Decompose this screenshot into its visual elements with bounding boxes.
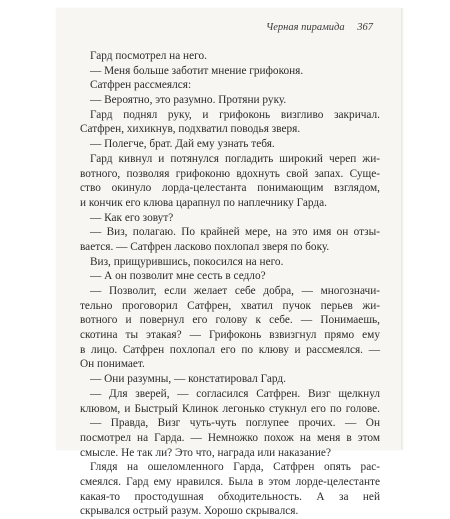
text-line: вотного и повернул его голову к себе. — Понимаешь, — [80, 314, 380, 327]
page-edge-shadow — [401, 8, 404, 450]
text-line: Глядя на ошеломленного Гарда, Сатфрен опять рас- — [90, 461, 380, 474]
text-line: вотного, позволяя грифоконю вдохнуть свой запах. Суще- — [80, 167, 380, 180]
text-line: смеялся. Гард ему нравился. Была в этом лорде-целестанте — [80, 475, 380, 488]
book-page — [56, 8, 401, 518]
text-line: и кончик его клюва царапнул по наплечнику Гарда. — [80, 196, 327, 209]
text-line: клювом, и Быстрый Клинок легонько стукнул его по голове. — [80, 402, 380, 415]
text-line: скотина ты этакая? — Грифоконь взвизгнул прямо ему — [80, 329, 380, 342]
text-line: какая-то простодушная обходительность. А за ней — [80, 490, 380, 503]
text-line: — Для зверей, — согласился Сатфрен. Визг щелкнул — [90, 387, 380, 400]
text-line: скрывался острый разум. Хорошо скрывался. — [80, 505, 299, 518]
text-line: в лицо. Сатфрен похлопал его по клюву и рассмеялся. — — [80, 343, 380, 356]
text-line: — Меня больше заботит мнение грифоконя. — [90, 64, 304, 77]
text-line: вается. — Сатфрен ласково похлопал зверя по боку. — [80, 240, 330, 253]
text-line: — Позволит, если желает себе добра, — многозначи- — [90, 285, 380, 297]
text-line: — Правда, Визг чуть-чуть поглупее прочих. — Он — [90, 417, 380, 430]
text-line: смысле. Не так ли? Это что, награда или наказание? — [80, 446, 331, 459]
text-line: посмотрел на Гарда. — Немножко похож на меня в этом — [80, 431, 380, 444]
text-line: Он понимает. — [80, 358, 145, 371]
text-line: Сатфрен, хихикнув, подхватил поводья зверя. — [80, 123, 301, 136]
text-line: — Вероятно, это разумно. Протяни руку. — [90, 94, 287, 107]
text-line: Сатфрен рассмеялся: — [90, 79, 192, 92]
text-line: Гард посмотрел на него. — [90, 50, 207, 62]
text-line: тельно проговорил Сатфрен, хватил пучок перьев жи- — [80, 299, 380, 312]
text-line: — Полегче, брат. Дай ему узнать тебя. — [90, 138, 275, 151]
text-line: — Виз, полагаю. По крайней мере, на это имя он отзы- — [90, 226, 380, 239]
book-title: Черная пирамида — [266, 22, 345, 33]
running-header — [266, 22, 373, 33]
text-line: — Как его зовут? — [90, 211, 174, 224]
text-line: Виз, прищурившись, покосился на него. — [90, 255, 284, 268]
page-number: 367 — [357, 22, 373, 33]
text-line: Гард поднял руку, и грифоконь визгливо закричал. — [90, 108, 380, 121]
text-line: — А он позволит мне сесть в седло? — [90, 270, 266, 283]
text-line: Гард кивнул и потянулся погладить широкий череп жи- — [90, 152, 380, 165]
text-line: — Они разумны, — констатировал Гард. — [90, 373, 286, 386]
page-body-text — [80, 49, 380, 519]
text-line: ство окинуло лорда-целестанта понимающим взглядом, — [80, 182, 380, 195]
